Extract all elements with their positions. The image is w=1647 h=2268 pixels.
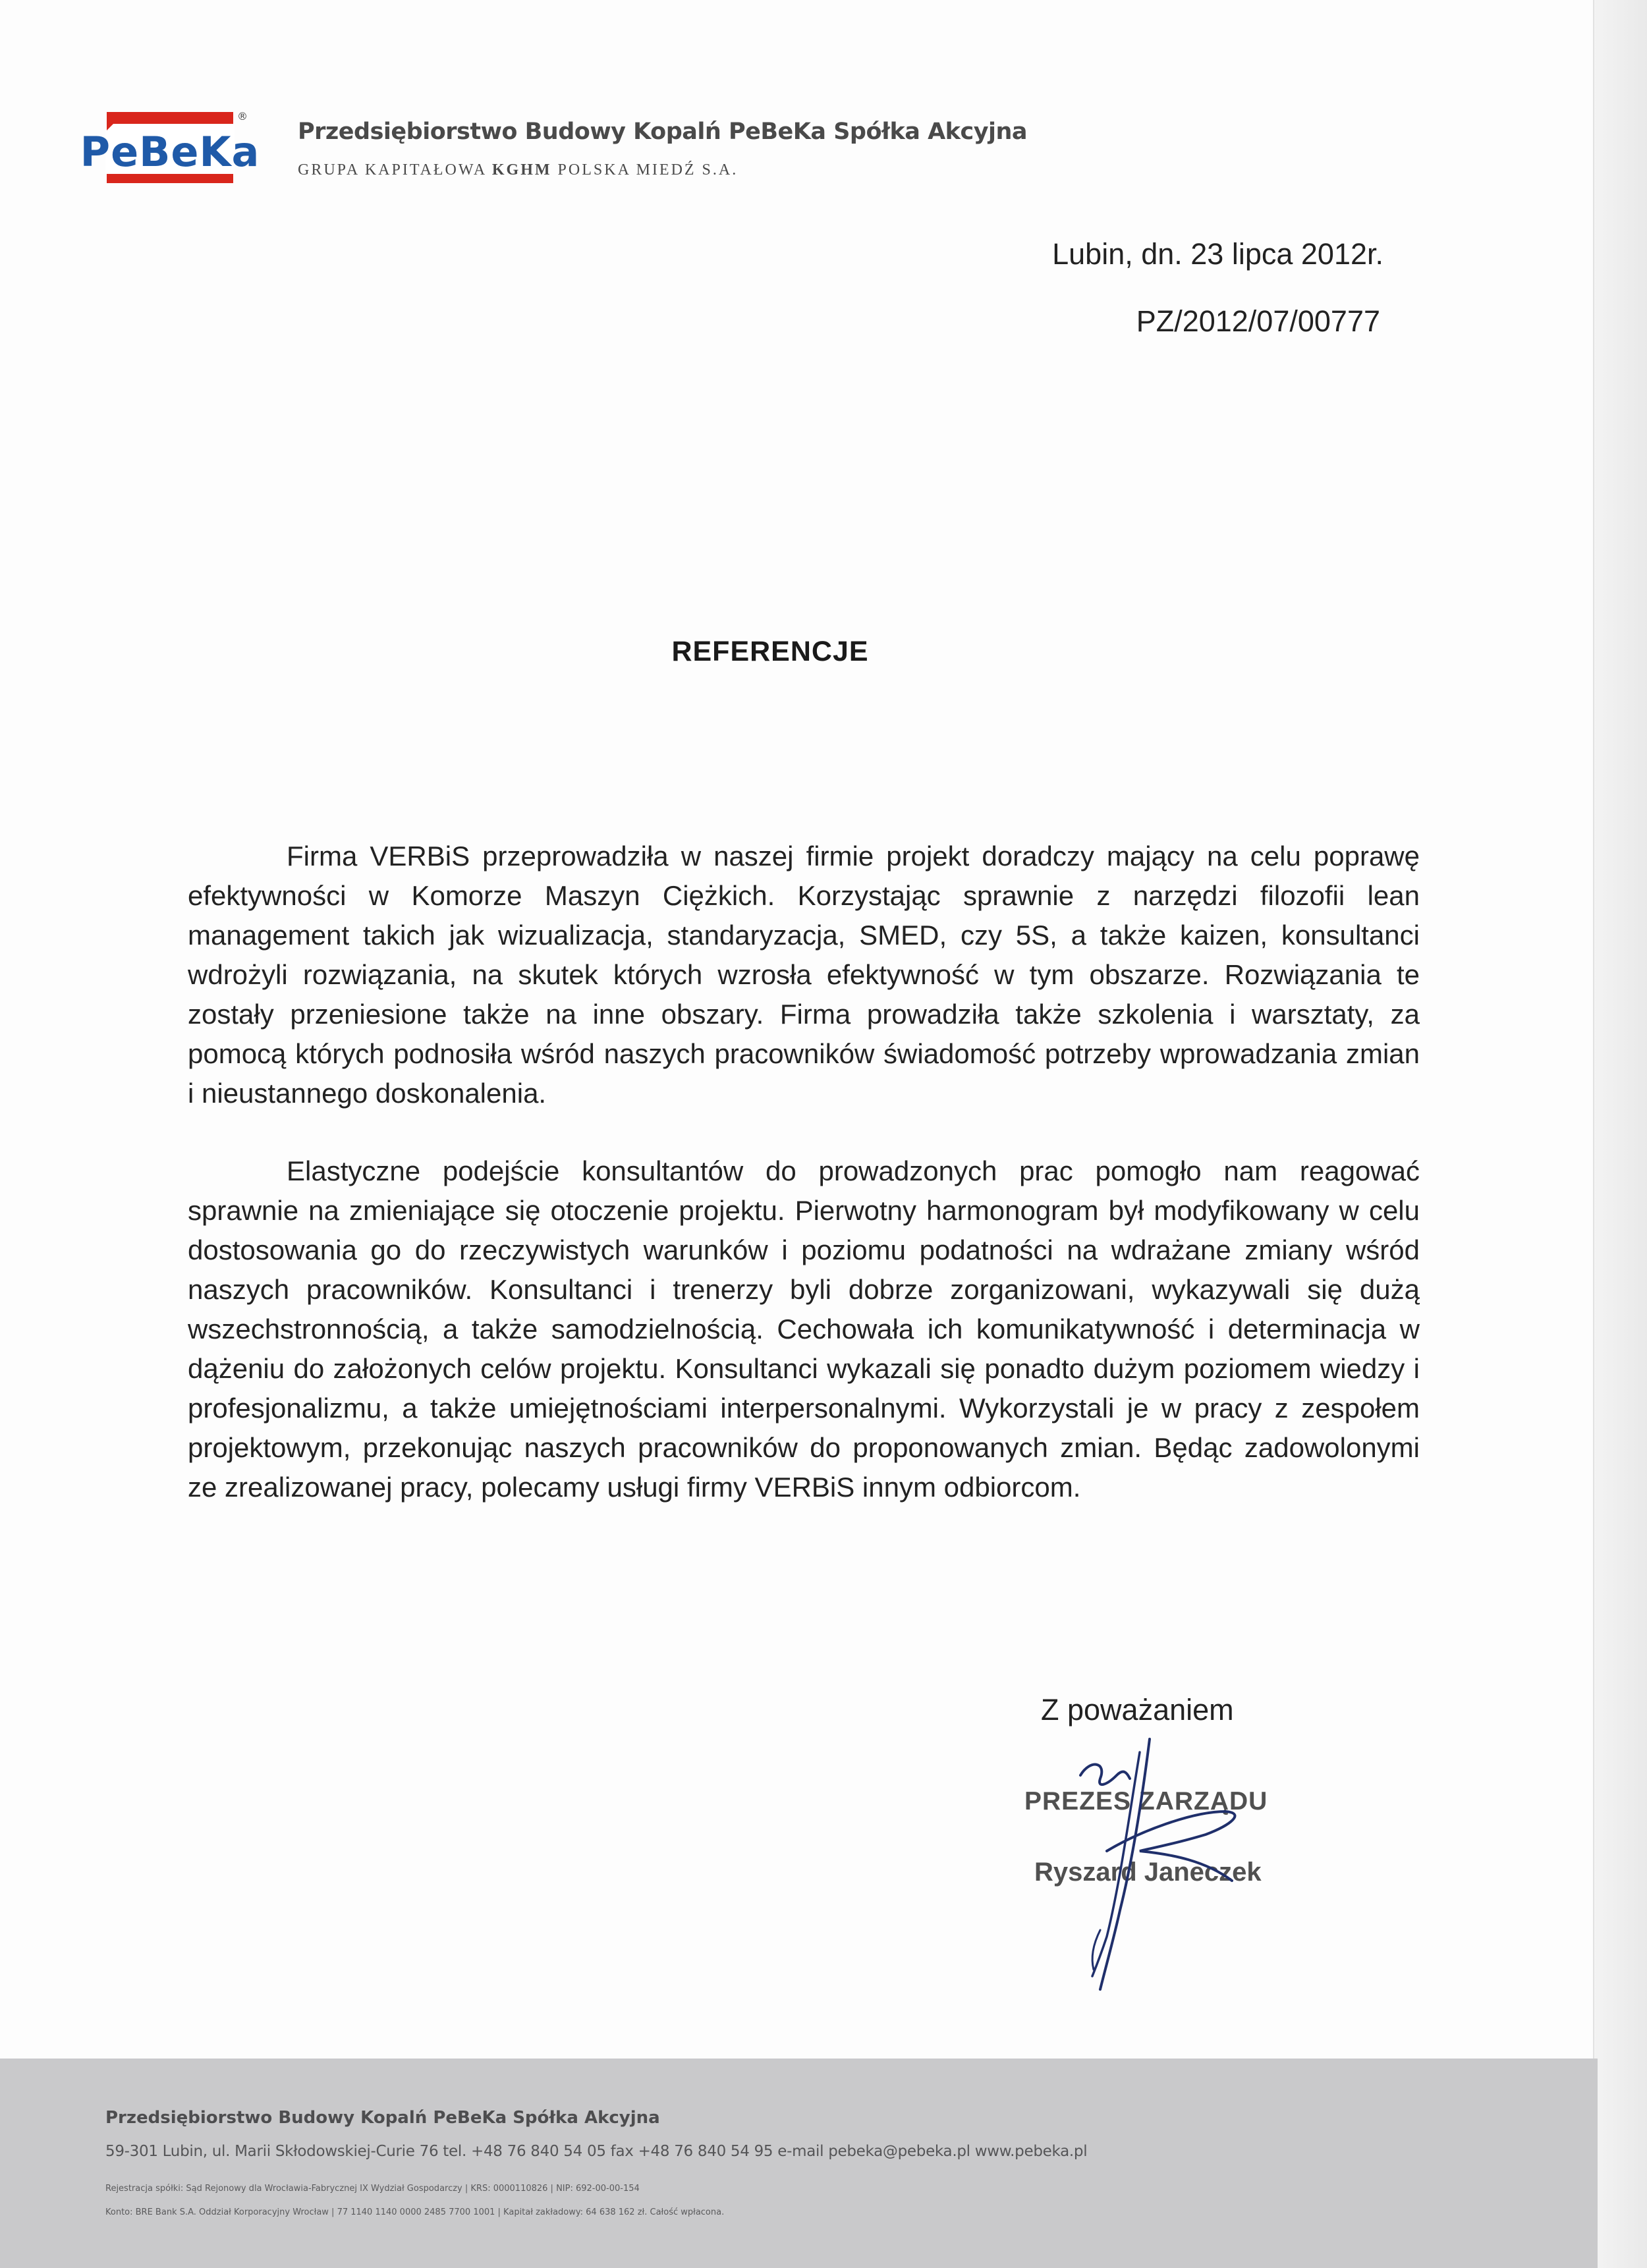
footer-account-line: Konto: BRE Bank S.A. Oddział Korporacyjny Wrocław | 77 1140 1140 0000 2485 7700 1001 | Kapitał zakładowy: 64 638 162 zł. Całość wpłacona. [105,2207,725,2217]
group-prefix: GRUPA KAPITAŁOWA [298,161,486,179]
body-paragraph: Elastyczne podejście konsultantów do prowadzonych prac pomogło nam reagować sprawnie na zmieniające się otoczenie projektu. Pierwotny harmonogram był modyfikowany w celu dostosowania go do rzeczywistych warunków i poziomu podatności na wdrażane zmiany wśród naszych pracowników. Konsultanci i trenerzy byli dobrze zorganizowani, wykazywali się dużą wszechstronnością, a także samodzielnością. Cechowała ich komunikatywność i determinacja w dążeniu do założonych celów projektu. Konsultanci wykazali się ponadto dużym poziomem wiedzy i profesjonalizmu, a także umiejętnościami interpersonalnymi. Wykorzystali je w pracy z zespołem projektowym, przekonując naszych pracowników do proponowanych zmian. Będąc zadowolonymi ze zrealizowanej pracy, polecamy usługi firmy VERBiS innym odbiorcom. [188,1155,1420,1503]
scan-edge [1593,0,1647,2268]
letter-title: REFERENCJE [671,636,869,667]
group-suffix: POLSKA MIEDŹ S.A. [557,161,739,179]
footer-contact-line: 59-301 Lubin, ul. Marii Skłodowskiej-Curie 76 tel. +48 76 840 54 05 fax +48 76 840 54 95 e-mail pebeka@pebeka.pl www.pebeka.pl [105,2143,1088,2160]
letter-reference-number: PZ/2012/07/00777 [1136,304,1380,338]
footer-company-name: Przedsiębiorstwo Budowy Kopalń PeBeKa Spółka Akcyjna [105,2108,660,2128]
group-brand: KGHM [491,161,552,179]
signer-name-stamp: Ryszard Janeczek [1034,1858,1262,1887]
letterhead-footer [0,2059,1598,2268]
registered-mark: ® [237,110,248,123]
pebeka-logo [80,110,260,190]
header-company-name: Przedsiębiorstwo Budowy Kopalń PeBeKa Spółka Akcyjna [298,119,1028,145]
logo-wordmark: PeBeKa [80,128,260,176]
footer-registration-line: Rejestracja spółki: Sąd Rejonowy dla Wrocławia-Fabrycznej IX Wydział Gospodarczy | KRS: 0000110826 | NIP: 692-00-00-154 [105,2184,640,2194]
closing-salutation: Z poważaniem [1041,1693,1234,1727]
letter-body [188,837,1420,1545]
letter-date: Lubin, dn. 23 lipca 2012r. [1052,237,1383,271]
signer-role-stamp: PREZES ZARZĄDU [1024,1787,1268,1815]
handwritten-signature [1008,1713,1298,2003]
header-group-line [298,161,738,179]
body-paragraph: Firma VERBiS przeprowadziła w naszej firmie projekt doradczy mający na celu poprawę efektywności w Komorze Maszyn Ciężkich. Korzystając sprawnie z narzędzi filozofii lean management takich jak wizualizacja, standaryzacja, SMED, czy 5S, a także kaizen, konsultanci wdrożyli rozwiązania, na skutek których wzrosła efektywność w tym obszarze. Rozwiązania te zostały przeniesione także na inne obszary. Firma prowadziła także szkolenia i warsztaty, za pomocą których podnosiła wśród naszych pracowników świadomość potrzeby wprowadzania zmian i nieustannego doskonalenia. [188,841,1420,1109]
